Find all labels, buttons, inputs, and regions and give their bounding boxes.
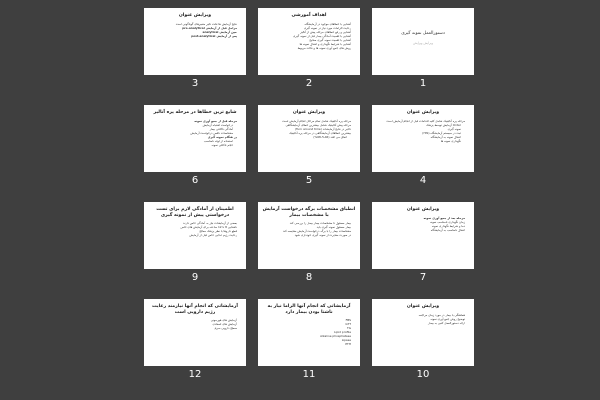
bullet: • استفاده از لوله نامناسب <box>148 139 237 143</box>
slide-cell-10[interactable] <box>372 299 474 383</box>
bullet: • مرحله پره آنالیتیک شامل تمام مراحل انجام آزمایش است <box>262 119 351 123</box>
bullet: • انتقال نامناسب به آزمایشگاه <box>376 228 465 232</box>
bullet: • مرحله بعد از جمع آوری نمونه <box>376 216 465 220</box>
slide-subtitle: ویرایش ویرایش <box>413 41 433 45</box>
bullet: • PTH <box>262 342 351 346</box>
slide-cell-6[interactable] <box>144 105 246 189</box>
slide-title: اطمینان از آمادگی لازم برای تست درخواستی پیش از نمونه گیری <box>156 207 234 218</box>
bullet: • پس از آزمایش post-analytical <box>148 34 237 38</box>
slide-number: 3 <box>191 78 199 89</box>
slide-title: انطباق مشخصات برگه درخواست آزمایش با مشخصات بیمار <box>262 207 356 218</box>
slide-number: 2 <box>305 78 313 89</box>
slide-cell-9[interactable] <box>144 202 246 286</box>
slide-title: ویرایش عنوان <box>406 207 440 212</box>
slide-cell-1[interactable] <box>372 8 474 92</box>
bullet: • دما و شرایط نگهداری نمونه <box>376 224 465 228</box>
slide-cell-8[interactable] <box>258 202 360 286</box>
bullet: • Lipase <box>262 338 351 342</box>
slide-title: ویرایش عنوان <box>292 110 326 115</box>
slide-thumbnail-8[interactable] <box>258 202 360 269</box>
slide-number: 12 <box>188 369 202 380</box>
bullet: • بیمار مسئول نمونه گیری باید <box>262 225 351 229</box>
bullet: • حجم ناکافی نمونه <box>148 143 237 147</box>
bullet: • رعایت رژیم غذایی خاص قبل از آزمایش <box>148 233 237 237</box>
bullet: • نگهداری نمونه ها <box>376 139 465 143</box>
bullet: • GTT <box>262 322 351 326</box>
bullet: • انتقال نمونه به آزمایشگاه <box>376 135 465 139</box>
bullet: • ثبت در سیستم آزمایشگاه (HIS) <box>376 131 465 135</box>
bullet: • آشنایی با اهمیت نمونه گیری صحیح <box>262 38 351 42</box>
bullet: • در صورت مغایرت از نمونه گیری خودداری شود <box>262 233 351 237</box>
bullet: • TG <box>262 326 351 330</box>
bullet: • درخواست اشتباه آزمایش <box>148 123 237 127</box>
slide-thumbnail-9[interactable] <box>144 202 246 269</box>
slide-title: شایع ترین خطاها در مرحله پره آنالیز <box>153 110 237 115</box>
bullet: • Order آزمایش توسط پزشک <box>376 123 465 127</box>
slide-number: 1 <box>419 78 427 89</box>
slide-number: 4 <box>419 175 427 186</box>
slide-sorter-grid <box>144 8 474 383</box>
slide-thumbnail-7[interactable] <box>372 202 474 269</box>
slide-number: 7 <box>419 272 427 283</box>
bullet: • در هنگام نمونه گیری <box>148 135 237 139</box>
bullet: • تاخیر در نتایج آزمایشات (Turn around time) <box>262 127 351 131</box>
slide-number: 10 <box>416 369 430 380</box>
bullet: • روش های جمع آوری نمونه ها و نکات مربوط <box>262 46 351 50</box>
bullet: • آزمایش های انعقادی <box>148 322 237 326</box>
slide-cell-5[interactable] <box>258 105 360 189</box>
bullet: • آزمایش های هورمونی <box>148 318 237 322</box>
slide-cell-3[interactable] <box>144 8 246 92</box>
slide-title: آزمایشاتی که انجام آنها الزاما نیاز به ناشتا بودن بیمار دارد <box>267 304 351 315</box>
slide-title: اهداف آموزشی <box>291 13 327 18</box>
bullet: • قطع داروها با نظر پزشک معالج <box>148 229 237 233</box>
slide-title: دستورالعمل نمونه گیری <box>401 31 445 36</box>
bullet: • مرحله پره آنالیتیک شامل کلیه اقدامات قبل از انجام آزمایش است <box>376 119 465 123</box>
bullet: • اتفاق می افتد (46%-68%) <box>262 135 351 139</box>
slide-title: ویرایش عنوان <box>178 13 212 18</box>
slide-thumbnail-4[interactable] <box>372 105 474 172</box>
bullet: • آمادگی ناکافی بیمار <box>148 127 237 131</box>
bullet: • بیمار مسئول تا مشخصات بیمار بیمار را بررسی کند <box>262 221 351 225</box>
bullet: • ناشتایی 8 تا 12 ساعته برای آزمایش های خاص <box>148 225 237 229</box>
bullet: • مشخصات ناقص درخواست آزمایش <box>148 131 237 135</box>
bullet: • سطح دارویی سرم <box>148 326 237 330</box>
bullet: • FBS <box>262 318 351 322</box>
bullet: • ارائه دستورالعمل کتبی به بیمار <box>376 321 465 325</box>
bullet: • Alkaline phosphatase <box>262 334 351 338</box>
bullet: • مراحل قبل از آزمایش pre-analytical <box>148 26 237 30</box>
slide-title: آزمایشاتی که انجام آنها نیازمند رعایت رژیم دارویی است <box>152 304 238 315</box>
slide-number: 5 <box>305 175 313 186</box>
slide-number: 11 <box>302 369 316 380</box>
slide-number: 6 <box>191 175 199 186</box>
bullet: • مشخصات بیمار را با برگه درخواست آزمایش مقایسه کند <box>262 229 351 233</box>
bullet: • رعایت الزامات مورد نیاز در نمونه گیری <box>262 26 351 30</box>
bullet: • آشنایی و رفع خطاهای مرحله پیش از آنالیز <box>262 30 351 34</box>
bullet: • آشنایی با شرایط نگهداری و انتقال نمونه ها <box>262 42 351 46</box>
slide-cell-2[interactable] <box>258 8 360 92</box>
slide-number: 9 <box>191 272 199 283</box>
bullet: • نتایج آزمایش ها تحت تاثیر متغیرهای گوناگونی است <box>148 22 237 26</box>
slide-cell-12[interactable] <box>144 299 246 383</box>
bullet: • مرحله قبل از جمع آوری نمونه <box>148 119 237 123</box>
bullet: • بعضی از آزمایشات نیاز به آمادگی خاص دارند <box>148 221 237 225</box>
slide-number: 8 <box>305 272 313 283</box>
bullet: • بیشترین خطاهای آزمایشگاهی در مرحله پره آنالیتیک <box>262 131 351 135</box>
bullet: • حین آزمایش analytical <box>148 30 237 34</box>
bullet: • هماهنگی با بیمار در مورد زمان مراجعه <box>376 313 465 317</box>
slide-thumbnail-5[interactable] <box>258 105 360 172</box>
slide-cell-7[interactable] <box>372 202 474 286</box>
slide-thumbnail-12[interactable] <box>144 299 246 366</box>
bullet: • مرحله پیش آنالیتیک شامل بیشترین خطای آزمایشگاهی <box>262 123 351 127</box>
slide-thumbnail-2[interactable] <box>258 8 360 75</box>
slide-thumbnail-10[interactable] <box>372 299 474 366</box>
slide-cell-4[interactable] <box>372 105 474 189</box>
slide-title: ویرایش عنوان <box>406 304 440 309</box>
bullet: • زمان نگهداری نامناسب نمونه <box>376 220 465 224</box>
slide-thumbnail-3[interactable] <box>144 8 246 75</box>
bullet: • آشنایی با خطاهای موجود در آزمایشگاه <box>262 22 351 26</box>
bullet: • آشنایی با اهمیت آمادگی بیمار قبل از نمونه گیری <box>262 34 351 38</box>
bullet: • نمونه گیری <box>376 127 465 131</box>
bullet: • توضیح روش جمع آوری نمونه <box>376 317 465 321</box>
slide-cell-11[interactable] <box>258 299 360 383</box>
bullet: • Lipid profile <box>262 330 351 334</box>
slide-title: ویرایش عنوان <box>406 110 440 115</box>
slide-thumbnail-1[interactable] <box>372 8 474 75</box>
slide-thumbnail-6[interactable] <box>144 105 246 172</box>
slide-thumbnail-11[interactable] <box>258 299 360 366</box>
